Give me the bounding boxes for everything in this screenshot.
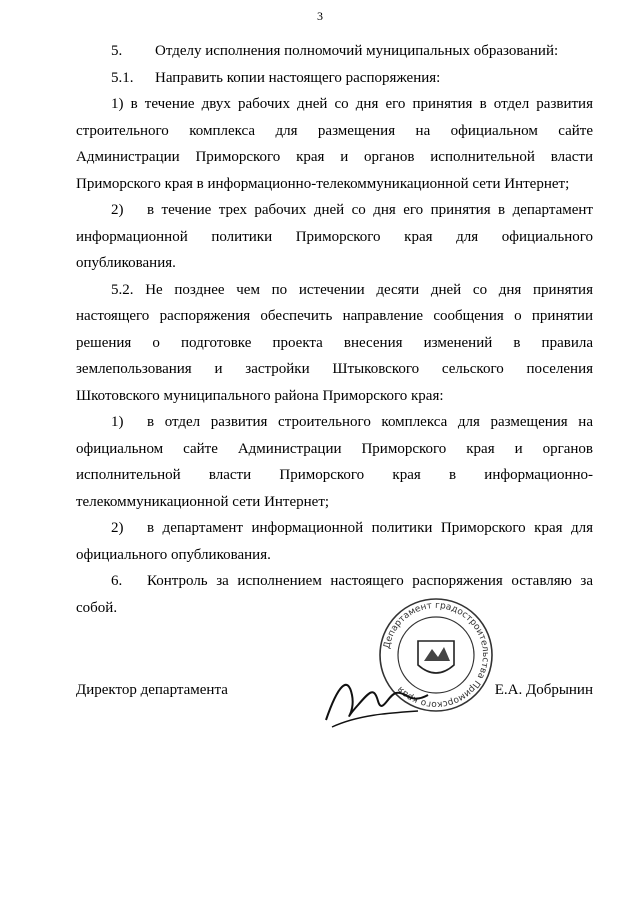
item-5-2-1-line-2: официальном сайте Администрации Приморского края и органов [76, 440, 593, 457]
item-5-2-line-4: землепользования и застройки Штыковского сельского поселения [76, 361, 593, 377]
item-5-1-1-line-3: Администрации Приморского края и органов исполнительной власти [76, 149, 593, 165]
item-5-1-2-line-1: 2) в течение трех рабочих дней со дня его принятия в департамент [111, 202, 593, 218]
item-6-line-1: 6. Контроль за исполнением настоящего распоряжения оставляю за [111, 573, 593, 589]
item-5: 5. Отделу исполнения полномочий муниципальных образований: [111, 43, 559, 59]
item-5-2-line-5: Шкотовского муниципального района Приморского края: [76, 387, 444, 404]
item-5-2-1-line-4: телекоммуникационной сети Интернет; [76, 493, 330, 510]
item-5-2-line-2: настоящего распоряжения обеспечить направление сообщения о принятии [76, 308, 593, 324]
signatory-title: Директор департамента [76, 682, 228, 698]
item-5-2-line-1: 5.2. Не позднее чем по истечении десяти дней со дня принятия [111, 281, 593, 298]
item-5-2-1-line-1: 1) в отдел развития строительного комплекса для размещения на [111, 414, 593, 430]
handwritten-signature [318, 665, 438, 735]
item-5-2-2-line-1: 2) в департамент информационной политики Приморского края для [111, 520, 593, 536]
item-5-1-1-line-1: 1) в течение двух рабочих дней со дня его принятия в отдел развития [111, 96, 593, 112]
item-5-1-2-line-3: опубликования. [76, 255, 176, 271]
seal-text: Департамент градостроительства Приморского края [382, 600, 491, 710]
document-body [76, 38, 593, 621]
item-6-line-2: собой. [76, 599, 118, 616]
item-5-1-1-line-2: строительного комплекса для размещения на официальном сайте [76, 122, 593, 139]
item-5-2-2-line-2: официального опубликования. [76, 546, 271, 563]
page-number: 3 [317, 9, 323, 23]
item-5-1-1-line-4: Приморского края в информационно-телекоммуникационной сети Интернет; [76, 175, 570, 192]
item-5-1-2-line-2: информационной политики Приморского края для официального [76, 228, 593, 245]
item-5-1: 5.1. Направить копии настоящего распоряжения: [111, 69, 441, 86]
item-5-2-1-line-3: исполнительной власти Приморского края в информационно- [76, 467, 593, 483]
signatory-name: Е.А. Добрынин [494, 682, 593, 698]
item-5-2-line-3: решения о подготовке проекта внесения изменений в правила [76, 334, 593, 351]
